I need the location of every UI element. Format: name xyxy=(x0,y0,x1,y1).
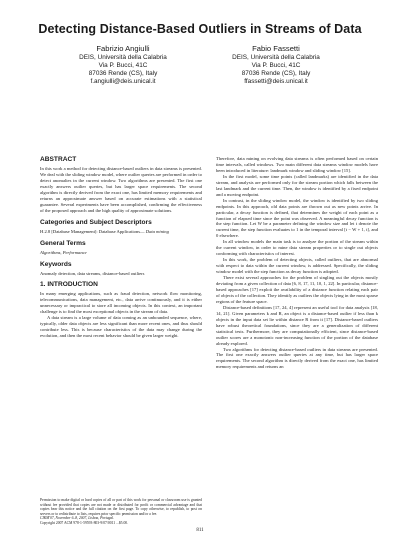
author-street: Via P. Bucci, 41C xyxy=(251,61,301,69)
categories-text xyxy=(40,229,202,235)
author-city: 87036 Rende (CS), Italy xyxy=(88,69,158,77)
conference-text: CIKM'07, November 6–8, 2007, Lisboa, Portugal. xyxy=(40,516,115,520)
author-email: f.angiulli@deis.unical.it xyxy=(90,78,156,86)
body-paragraph: In the first model, some time points (called landmarks) are identified in the data stream, and analysis are performed only for the stream portion which falls between the last landmark and the current time. Then, the window is identified by a fixed endpoint and a moving endpoint. xyxy=(216,173,378,197)
copyright-line: Copyright 2007 ACM 978-1-59593-803-9/07/0011 ...$5.00. xyxy=(40,520,129,525)
body-paragraph: In contrast, in the sliding window model, the window is identified by two sliding endpoints. In this approach, old data points are thrown out as new points arrive. In particular, a decay function is defined, that determines the weight of each point as a function of elapsed time since the point was observed. A meaningful decay function is the step function. Let W be a parameter defining the window size and let t denote the current time, the step function evaluates to 1 in the temporal interval [t − W + 1, t], and 0 elsewhere. xyxy=(216,197,378,239)
author-email: ffassetti@deis.unical.it xyxy=(244,78,308,86)
author-2 xyxy=(201,44,351,86)
permission-text: Permission to make digital or hard copies of all or part of this work for personal or classroom use is granted without fee provided that copies are not made or distributed for profit or commercial advantage and that copies bear this notice and the full citation on the first page. To copy otherwise, to republish, to post on servers or to redistribute to lists, requires prior specific permission and/or a fee. xyxy=(40,498,202,516)
author-affiliation: DEIS, Università della Calabria xyxy=(232,53,320,61)
general-terms-value: Algorithms, Performance xyxy=(40,249,87,255)
body-paragraph: In all window models the main task is to analyze the portion of the stream within the current window, in order to mine data stream properties or to single out objects conforming with characteristics of interest. xyxy=(216,239,378,257)
author-name: Fabrizio Angiulli xyxy=(96,44,150,53)
general-terms-text xyxy=(40,250,202,256)
author-name: Fabio Fassetti xyxy=(252,44,300,53)
page-number: 811 xyxy=(196,528,204,533)
body-paragraph: Distance-based definitions [17, 24, 4] represent an useful tool for data analysis [18, 14, 21]. Given parameters k and R, an object is a distance-based outlier if less than k objects in the input data set lie within distance R from it [17]. Distance-based outliers have robust theoretical foundations, since they are a generalization of different statistical tests. Furthermore, they are computationally efficient, since distance-based outlier scores are a monotonic non-increasing function of the portion of the database already explored. xyxy=(216,304,378,346)
categories-line: H.2.8 [Database Management]: Database Applications— xyxy=(40,228,145,234)
categories-subject: Data mining xyxy=(145,228,169,234)
abstract-heading: ABSTRACT xyxy=(40,156,77,163)
intro-paragraph: In many emerging applications, such as fraud detection, network flow monitoring, telecommunications, data management, etc., data arrive continuously, and it is either unnecessary or impractical to store all incoming objects. In this context, an important challenge is to find the most exceptional objects in the stream of data. xyxy=(40,291,202,315)
abstract-text: In this work a method for detecting distance-based outliers in data streams is presented. We deal with the sliding window model, where outlier queries are performed in order to detect anomalies in the current window. Two algorithms are presented. The first one exactly answers outlier queries, but has larger space requirements. The second algorithm is directly derived from the exact one, has limited memory requirements and returns an approximate answer based on accurate estimations with a statistical guarantee. Several experiments have been accomplished, confirming the effectiveness of the proposed approach and the high quality of approximate solutions. xyxy=(40,166,202,213)
body-paragraph: Two algorithms for detecting distance-based outliers in data streams are presented. The first one exactly answers outlier queries at any time, but has larger space requirements. The second algorithm is directly derived from the exact one, has limited memory requirements and returns an xyxy=(216,346,378,370)
right-column xyxy=(216,156,378,370)
left-column xyxy=(40,156,202,339)
intro-paragraph: A data stream is a large volume of data coming as an unbounded sequence, where, typically, older data objects are less significant than more recent ones, and thus should contribute less. This is because characteristics of the data may change during the evolution, and then the most recent behavior should be given larger weight. xyxy=(40,315,202,339)
author-street: Via P. Bucci, 41C xyxy=(98,61,148,69)
keywords-text: Anomaly detection, data streams, distance-based outliers xyxy=(40,270,145,276)
permission-notice xyxy=(40,498,202,525)
author-1 xyxy=(48,44,198,86)
introduction-heading: 1. INTRODUCTION xyxy=(40,281,98,289)
body-paragraph: In this work, the problem of detecting objects, called outliers, that are abnormal with respect to data within the current window, is addressed. Specifically, the sliding window model with the step function as decay function is adopted. xyxy=(216,257,378,275)
author-city: 87036 Rende (CS), Italy xyxy=(241,69,311,77)
author-affiliation: DEIS, Università della Calabria xyxy=(79,53,167,61)
body-paragraph: Therefore, data mining on evolving data streams is often performed based on certain time intervals, called windows. Two main different data streams window models have been introduced in literature: landmark window and sliding window [15]. xyxy=(216,156,378,173)
body-paragraph: There exist several approaches for the problem of singling out the objects mostly deviating from a given collection of data [6, 8, 17, 11, 10, 1, 22]. In particular, distance-based approaches [17] exploit the availability of a distance function relating each pair of objects of the collection. They identify as outliers the objects lying in the most sparse regions of the feature space. xyxy=(216,275,378,304)
paper-title: Detecting Distance-Based Outliers in Streams of Data xyxy=(38,22,362,36)
keywords-heading: Keywords xyxy=(40,260,72,268)
categories-heading: Categories and Subject Descriptors xyxy=(40,218,152,226)
general-terms-heading: General Terms xyxy=(40,239,86,247)
